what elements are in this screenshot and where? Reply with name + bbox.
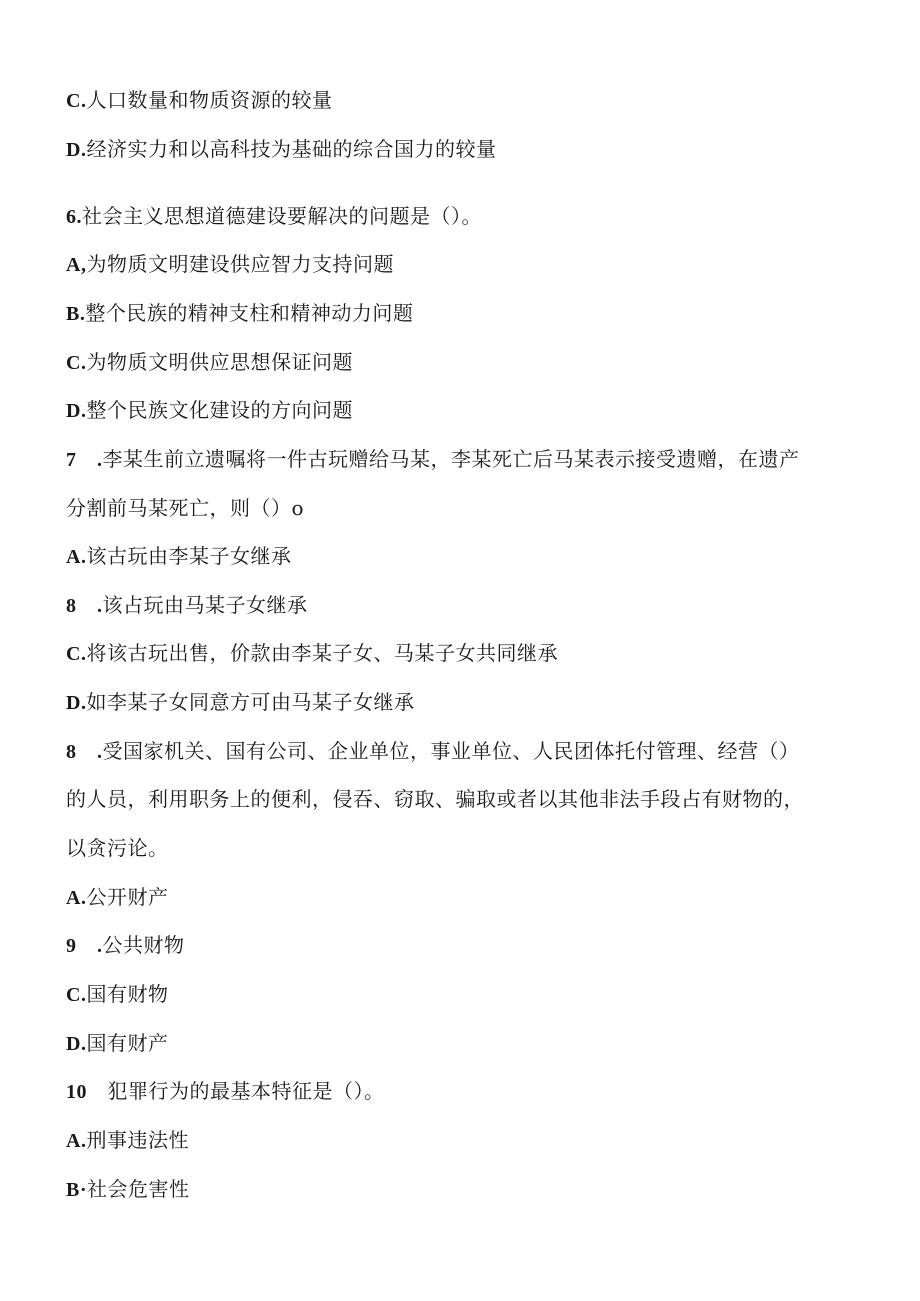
line-text: 国有财物 — [86, 982, 169, 1006]
line-lead: C. — [66, 352, 87, 374]
line-text: 社会主义思想道德建设要解决的问题是（）。 — [82, 204, 482, 228]
line-text: 社会危害性 — [87, 1177, 190, 1201]
line-text: 的人员，利用职务上的便利，侵吞、窃取、骗取或者以其他非法手段占有财物的， — [66, 787, 804, 811]
line-text: 公开财产 — [86, 885, 169, 909]
line-lead: D. — [66, 692, 87, 714]
option-line — [66, 1029, 168, 1058]
line-text: 国有财产 — [86, 1031, 169, 1055]
line-lead: 6. — [66, 206, 82, 228]
line-lead: C. — [66, 643, 87, 665]
option-line — [66, 348, 353, 377]
text-line — [66, 86, 332, 115]
question-line-cont — [66, 494, 304, 523]
line-lead: B. — [66, 303, 86, 325]
option-line — [66, 250, 394, 279]
option-line — [66, 542, 291, 571]
line-text: 为物质文明供应思想保证问题 — [86, 350, 353, 374]
option-line — [66, 396, 353, 425]
line-text: 刑事违法性 — [86, 1128, 189, 1152]
option-line — [66, 639, 558, 668]
line-lead: D. — [66, 1033, 87, 1055]
line-lead: A. — [66, 1130, 87, 1152]
line-lead: D. — [66, 139, 87, 161]
line-text: 经济实力和以高科技为基础的综合国力的较量 — [86, 137, 497, 161]
line-text: 分割前马某死亡，则（）o — [66, 496, 305, 520]
option-line — [66, 299, 413, 328]
line-text: 犯罪行为的最基本特征是（）。 — [107, 1079, 385, 1103]
option-line — [66, 883, 168, 912]
option-line — [66, 688, 414, 717]
line-text: 受国家机关、国有公司、企业单位，事业单位、人民团体托付管理、经营（） — [102, 739, 800, 763]
line-lead: A. — [66, 887, 87, 909]
option-line — [66, 1126, 189, 1155]
line-text: 该古玩由李某子女继承 — [86, 544, 292, 568]
line-lead: D. — [66, 400, 87, 422]
question-line — [66, 737, 800, 766]
line-text: 该占玩由马某子女继承 — [102, 593, 308, 617]
line-text: 整个民族文化建设的方向问题 — [86, 398, 353, 422]
line-text: 以贪污论。 — [66, 836, 169, 860]
line-text: 整个民族的精神支柱和精神动力问题 — [85, 301, 414, 325]
line-lead: C. — [66, 90, 87, 112]
line-lead: 7 . — [66, 449, 103, 471]
question-line — [66, 202, 482, 231]
option-line — [66, 980, 168, 1009]
line-text: 公共财物 — [102, 933, 185, 957]
line-lead: A. — [66, 546, 87, 568]
question-line — [66, 445, 800, 474]
line-lead: 9 . — [66, 935, 103, 957]
line-lead: 8 . — [66, 595, 103, 617]
text-line — [66, 135, 496, 164]
option-line — [66, 591, 308, 620]
question-line-cont — [66, 834, 169, 863]
question-line-cont — [66, 785, 804, 814]
option-line — [66, 931, 185, 960]
line-text: 将该古玩出售，价款由李某子女、马某子女共同继承 — [86, 641, 558, 665]
line-lead: 10 — [66, 1081, 108, 1103]
line-lead: 8 . — [66, 741, 103, 763]
option-line — [66, 1175, 190, 1204]
line-lead: B· — [66, 1179, 88, 1201]
line-text: 为物质文明建设供应智力支持问题 — [86, 252, 394, 276]
line-lead: A, — [66, 254, 87, 276]
question-line — [66, 1077, 385, 1106]
line-text: 如李某子女同意方可由马某子女继承 — [86, 690, 415, 714]
line-lead: C. — [66, 984, 87, 1006]
line-text: 李某生前立遗嘱将一件古玩赠给马某，李某死亡后马某表示接受遗赠，在遗产 — [102, 447, 800, 471]
line-text: 人口数量和物质资源的较量 — [86, 88, 333, 112]
